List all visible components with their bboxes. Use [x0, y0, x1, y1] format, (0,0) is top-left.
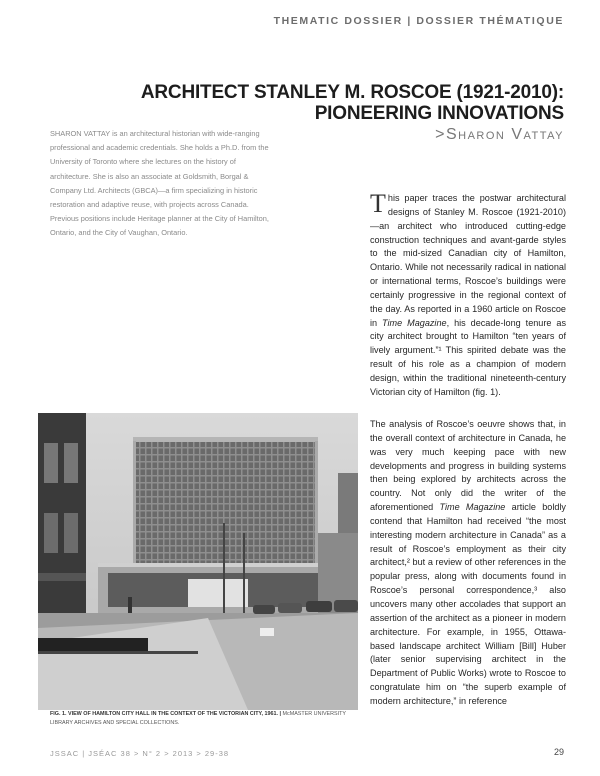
body-paragraph-1: [370, 189, 567, 400]
article-title: [141, 82, 564, 124]
page-number: 29: [553, 747, 564, 757]
p2-text-a: The analysis of Roscoe’s oeuvre shows that, in the overall context of architecture in Canada, he was very much keeping pace with new developments and progress in building systems then being explored by architects across the country. Not only did the writer of the aforementioned: [370, 419, 566, 513]
author-bio: SHARON VATTAY is an architectural historian with wide-ranging professional and academic credentials. She holds a Ph.D. from the University of Toronto where she lectures on the history of architecture. She is also an associate at Goldsmith, Borgal & Company Ltd. Architects (GBCA)—a firm specializing in historic restoration and adaptive reuse, with projects across Canada. Previous positions include Heritage planner at the City of Hamilton, Ontario, and the City of Vaughan, Ontario.: [50, 129, 269, 238]
p2-magazine-title: Time Magazine: [439, 502, 506, 513]
journal-citation: JSSAC | JSÉAC 38 > N° 2 > 2013 > 29-38: [50, 749, 230, 758]
p1-text-a: his paper traces the postwar architectural designs of Stanley M. Roscoe (1921-2010)—an architect who introduced cutting-edge construction techniques and avant-garde styles to the mid-sized Canadian city of Hamilton, Ontario. While not necessarily radical in national or international terms, Roscoe’s buildings were certainly progressive in the regional context of the day. As reported in a 1960 article on Roscoe in: [370, 193, 566, 328]
caption-title: FIG. 1. VIEW OF HAMILTON CITY HALL IN THE CONTEXT OF THE VICTORIAN CITY, 1961. |: [50, 711, 282, 717]
caption-credit: McMASTER UNIVERSITY LIBRARY ARCHIVES AND SPECIAL COLLECTIONS.: [50, 711, 346, 726]
drop-cap: T: [370, 189, 386, 218]
section-header: THEMATIC DOSSIER | DOSSIER THÉMATIQUE: [273, 15, 564, 27]
figure-caption: [50, 710, 370, 728]
author-name: >Sharon Vattay: [435, 126, 564, 143]
photo-illustration: [38, 413, 358, 710]
city-hall-photo: [38, 413, 358, 710]
p1-magazine-title: Time Magazine: [382, 317, 447, 328]
p2-text-b: article boldly contend that Hamilton had received “the most interesting modern architecture in Canada” as a result of Roscoe’s employment as their city architect,² but a review of other references in the popular press, along with documents found in Roscoe’s personal correspondence,³ also uncovers many other accolades that support an assertion of the architect as a pioneer in modern architecture. For example, in 1955, Ottawa-based landscape architect William [Bill] Huber (later senior supervising architect in the Department of Public Works) wrote to Roscoe to congratulate him on “the superb example of modern architecture,” in reference: [370, 502, 566, 706]
body-paragraph-2: [370, 418, 566, 709]
title-line-1: ARCHITECT STANLEY M. ROSCOE (1921-2010):: [140, 82, 564, 103]
p1-text-b: , his decade-long tenure as city architect brought to Hamilton “ten years of lively argument.”¹ This spirited debate was the result of his role as a champion of modern design, within the traditional nineteenth-century Victorian city of Hamilton (fig. 1).: [370, 317, 567, 397]
title-line-2: PIONEERING INNOVATIONS: [314, 103, 564, 124]
